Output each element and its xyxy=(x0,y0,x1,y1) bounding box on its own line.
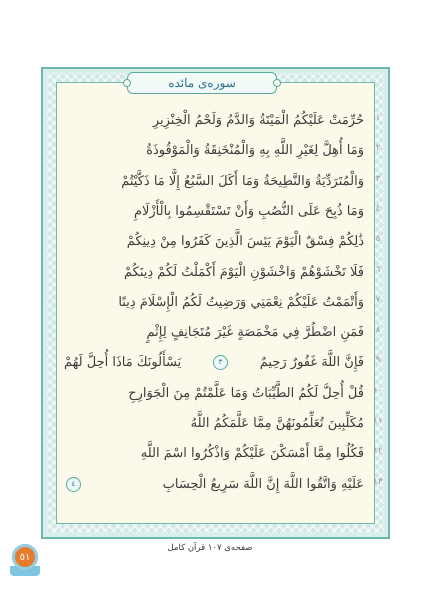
verse-line xyxy=(64,137,364,163)
verse-line xyxy=(64,107,364,133)
verse-text: وَالْمُتَرَدِّيَةُ وَالنَّطِيحَةُ وَمَا أَكَلَ السَّبُعُ إِلَّا مَا ذَكَّيْتُمْ xyxy=(121,173,364,189)
verse-text: ذَٰلِكُمْ فِسْقٌ الْيَوْمَ يَئِسَ الَّذِينَ كَفَرُوا مِنْ دِينِكُمْ xyxy=(126,233,364,249)
sura-title: سوره‌ی مائده xyxy=(127,72,277,94)
line-number: ١١ xyxy=(373,416,383,426)
verse-text: وَمَا ذُبِحَ عَلَى النُّصُبِ وَأَنْ تَسْتَقْسِمُوا بِالْأَزْلَامِ xyxy=(133,203,364,219)
verse-text: فَمَنِ اضْطُرَّ فِي مَخْمَصَةٍ غَيْرَ مُتَجَانِفٍ لِإِثْمٍ xyxy=(146,324,364,340)
line-number: ٤ xyxy=(375,204,381,214)
verse-text: فَكُلُوا مِمَّا أَمْسَكْنَ عَلَيْكُمْ وَاذْكُرُوا اسْمَ اللَّهِ xyxy=(140,445,364,461)
verse-text: حُرِّمَتْ عَلَيْكُمُ الْمَيْتَةُ وَالدَّمُ وَلَحْمُ الْخِنْزِيرِ xyxy=(152,112,364,128)
verse-text: قُلْ أُحِلَّ لَكُمُ الطَّيِّبَاتُ وَمَا عَلَّمْتُمْ مِنَ الْجَوَارِحِ xyxy=(128,385,364,401)
page-footer: صفحه‌ی ١٠٧ قرآن کامل xyxy=(167,543,253,553)
line-number: ١٠ xyxy=(373,386,383,396)
verse-line xyxy=(64,410,364,436)
verse-line xyxy=(64,289,364,315)
line-number: ٧ xyxy=(375,295,381,305)
line-number: ٩ xyxy=(375,355,381,365)
line-number: ٨ xyxy=(375,325,381,335)
page-number-badge: ٥١ xyxy=(12,544,38,570)
line-number: ١٢ xyxy=(373,446,383,456)
ayah-number-marker: ٣ xyxy=(213,355,228,370)
verse-line xyxy=(64,471,364,497)
verse-line xyxy=(64,319,364,345)
line-number: ٣ xyxy=(375,174,381,184)
line-number: ١ xyxy=(375,113,381,123)
line-number: ٦ xyxy=(375,265,381,275)
line-number: ٥ xyxy=(375,234,381,244)
verse-line xyxy=(64,259,364,285)
verse-text: وَأَتْمَمْتُ عَلَيْكُمْ نِعْمَتِي وَرَضِيتُ لَكُمُ الْإِسْلَامَ دِينًا xyxy=(118,294,364,310)
verse-line xyxy=(64,440,364,466)
verse-text: يَسْأَلُونَكَ مَاذَا أُحِلَّ لَهُمْ xyxy=(64,354,182,370)
line-number: ٢ xyxy=(375,143,381,153)
verse-line xyxy=(64,168,364,194)
verse-line xyxy=(64,349,364,375)
verse-line xyxy=(64,228,364,254)
verse-text: عَلَيْهِ وَاتَّقُوا اللَّهَ إِنَّ اللَّهَ سَرِيعُ الْحِسَابِ xyxy=(162,476,364,492)
verse-line xyxy=(64,380,364,406)
verse-line xyxy=(64,198,364,224)
verse-text: مُكَلِّبِينَ تُعَلِّمُونَهُنَّ مِمَّا عَلَّمَكُمُ اللَّهُ xyxy=(190,415,364,431)
verse-text: فَلَا تَخْشَوْهُمْ وَاخْشَوْنِ الْيَوْمَ أَكْمَلْتُ لَكُمْ دِينَكُمْ xyxy=(124,264,364,280)
line-number: ١٣ xyxy=(373,477,383,487)
verse-text: وَمَا أُهِلَّ لِغَيْرِ اللَّهِ بِهِ وَالْمُنْخَنِقَةُ وَالْمَوْقُوذَةُ xyxy=(146,142,364,158)
ayah-number-marker: ٤ xyxy=(66,477,81,492)
verse-text: فَإِنَّ اللَّهَ غَفُورٌ رَحِيمٌ xyxy=(259,354,364,370)
